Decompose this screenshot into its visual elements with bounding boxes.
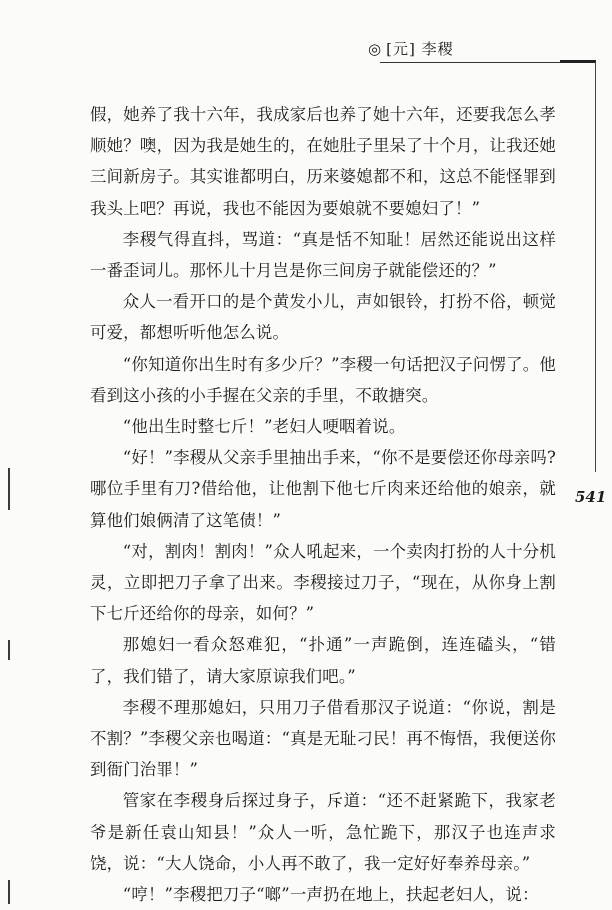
scan-artifact: [8, 468, 10, 510]
page-edge-line: [595, 62, 596, 472]
page-number: 541: [575, 488, 607, 506]
paragraph-1: 假，她养了我十六年，我成家后也养了她十六年，还要我怎么孝顺她？噢，因为我是她生的，在她肚子里呆了十个月，让我还她三间新房子。其实谁都明白，历来婆媳都不和，这总不能怪罪到我头上吧？再说，我也不能因为要娘就不要媳妇了！”: [90, 105, 556, 218]
paragraph-9: 李稷不理那媳妇，只用刀子借看那汉子说道：“你说，割是不割？”李稷父亲也喝道：“真是无耻刁民！再不悔悟，我便送你到衙门治罪！”: [90, 697, 556, 780]
circle-mark-icon: ◎: [368, 40, 383, 58]
paragraph-6: “好！”李稷从父亲手里抽出手来，“你不是要偿还你母亲吗?哪位手里有刀?借给他，让他割下他七斤肉来还给他的娘亲，就算他们娘俩清了这笔债！”: [90, 448, 556, 530]
paragraph-7: “对，割肉！割肉！”众人吼起来，一个卖肉打扮的人十分机灵，立即把刀子拿了出来。李稷接过刀子，“现在，从你身上割下七斤还给你的母亲，如何？”: [90, 541, 556, 624]
paragraph-10: 管家在李稷身后探过身子，斥道：“还不赶紧跪下，我家老爷是新任袁山知县！”众人一听，急忙跪下，那汉子也连声求饶，说：“大人饶命，小人再不敢了，我一定好好奉养母亲。”: [90, 791, 556, 873]
running-header: [368, 38, 454, 59]
scan-artifact: [8, 880, 10, 904]
header-rule-accent: [560, 60, 596, 63]
header-title: [元] 李稷: [386, 40, 454, 58]
body-text: [90, 99, 556, 910]
paragraph-11: “哼！”李稷把刀子“啷”一声扔在地上，扶起老妇人，说：: [122, 885, 539, 905]
paragraph-8: 那媳妇一看众怒难犯，“扑通”一声跪倒，连连磕头，“错了，我们错了，请大家原谅我们吧。”: [90, 635, 556, 686]
paragraph-3: 众人一看开口的是个黄发小儿，声如银铃，打扮不俗，顿觉可爱，都想听听他怎么说。: [90, 292, 556, 343]
paragraph-5: “他出生时整七斤！”老妇人哽咽着说。: [122, 417, 406, 437]
paragraph-4: “你知道你出生时有多少斤？”李稷一句话把汉子问愣了。他看到这小孩的小手握在父亲的手里，不敢搪突。: [90, 354, 556, 405]
paragraph-2: 李稷气得直抖，骂道：“真是恬不知耻！居然还能说出这样一番歪词儿。那怀儿十月岂是你三间房子就能偿还的？”: [90, 229, 556, 281]
scan-artifact: [8, 640, 10, 660]
